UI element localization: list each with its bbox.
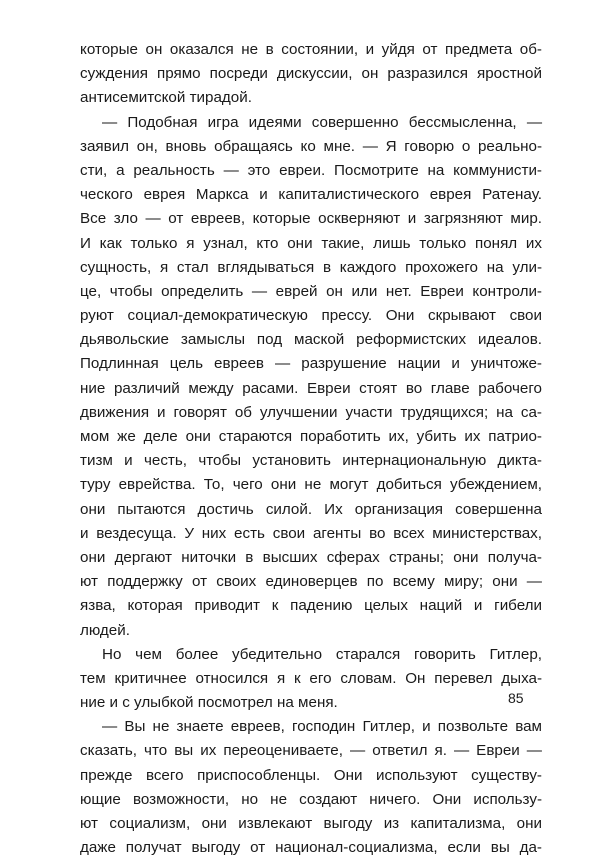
text-line: Все зло — от евреев, которые оскверняют и загрязняют мир.	[80, 210, 542, 228]
text-line: руют социал-демократическую прессу. Они скрывают свои	[80, 307, 542, 325]
text-line: ют поддержку от своих единоверцев по всему миру; они —	[80, 573, 542, 591]
text-line: они дергают ниточки в высших сферах страны; они получа-	[80, 548, 542, 566]
text-line: они пытаются достичь силой. Их организация совершенна	[80, 500, 542, 518]
text-line: заявил он, вновь обращаясь ко мне. — Я говорю о реально-	[80, 137, 542, 155]
text-line: И как только я узнал, кто они такие, лишь только понял их	[80, 234, 542, 252]
text-line: сти, а реальность — это евреи. Посмотрите на коммунисти-	[80, 161, 542, 179]
text-line: туру еврейства. То, чего они не могут добиться убеждением,	[80, 476, 542, 494]
text-line: сказать, что вы их переоцениваете, — ответил я. — Евреи —	[80, 742, 542, 760]
text-line: ческого еврея Маркса и капиталистического еврея Ратенау.	[80, 186, 542, 204]
text-line: сущность, я стал вглядываться в каждого прохожего на ули-	[80, 258, 542, 276]
page-number: 85	[508, 690, 524, 706]
text-line: которые он оказался не в состоянии, и уйдя от предмета об-	[80, 41, 542, 58]
text-line: — Вы не знаете евреев, господин Гитлер, и позвольте вам	[102, 718, 542, 736]
text-line: людей.	[80, 621, 130, 639]
text-line: дьявольские замыслы под маской реформистских идеалов.	[80, 331, 542, 349]
text-line: и вездесуща. У них есть свои агенты во всех министерствах,	[80, 524, 542, 542]
text-line: ющие возможности, но не создают ничего. Они использу-	[80, 790, 542, 808]
text-line: тем критичнее относился я к его словам. Он перевел дыха-	[80, 669, 542, 687]
text-line: ние и с улыбкой посмотрел на меня.	[80, 694, 338, 712]
text-line: Подлинная цель евреев — разрушение нации и уничтоже-	[80, 355, 542, 373]
text-line: антисемитской тирадой.	[80, 89, 252, 107]
text-line: даже получат выгоду от национал-социализма, если вы да-	[80, 839, 542, 857]
text-line: ют социализм, они извлекают выгоду из капитализма, они	[80, 815, 542, 832]
page-text	[80, 38, 542, 860]
text-line: движения и говорят об улучшении участи трудящихся; на са-	[80, 403, 542, 421]
text-line: Но чем более убедительно старался говорить Гитлер,	[102, 645, 542, 663]
text-line: мом же деле они стараются поработить их, убить их патрио-	[80, 428, 542, 445]
text-line: тизм и честь, чтобы установить интернациональную дикта-	[80, 452, 542, 470]
text-line: прежде всего приспособленцы. Они используют существу-	[80, 766, 542, 784]
text-line: — Подобная игра идеями совершенно бессмысленна, —	[102, 113, 542, 131]
text-line: це, чтобы определить — еврей он или нет. Евреи контроли-	[80, 282, 542, 300]
text-line: суждения прямо посреди дискуссии, он разразился яростной	[80, 65, 542, 83]
text-line: ние различий между расами. Евреи стоят во главе рабочего	[80, 379, 542, 397]
text-line: язва, которая приводит к падению целых наций и гибели	[80, 597, 542, 615]
